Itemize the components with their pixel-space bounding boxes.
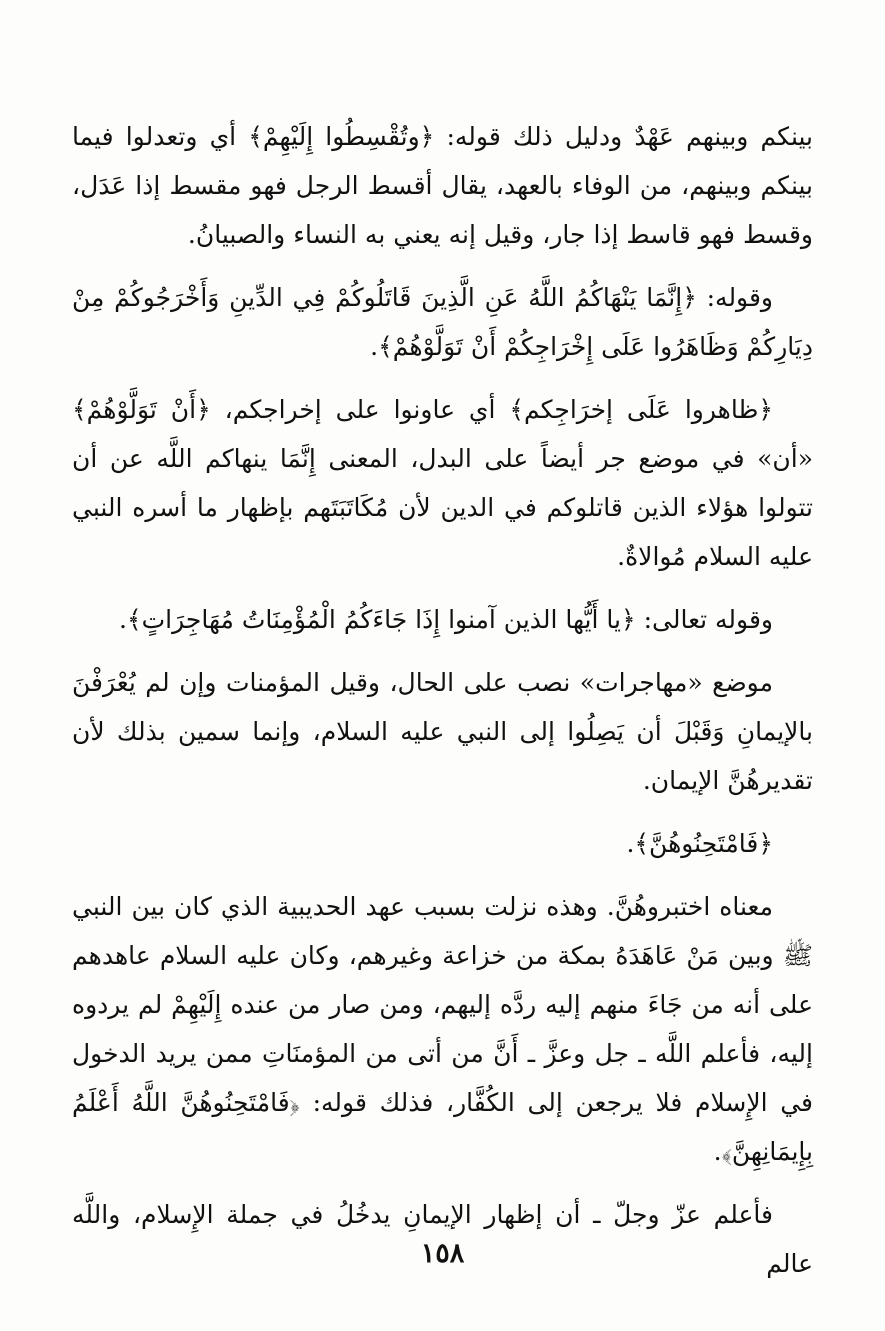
- paragraph-1: بينكم وبينهم عَهْدٌ ودليل ذلك قوله: ﴿وتُقْسِطُوا إِلَيْهِمْ﴾ أي وتعدلوا فيما بينكم وبينهم، من الوفاء بالعهد، يقال أقسط الرجل فهو مقسط إذا عَدَل، وقسط فهو قاسط إذا جار، وقيل إنه يعني به النساء والصبيانُ.: [72, 122, 813, 249]
- paragraph-8: فأعلم عزّ وجلّ ـ أن إظهار الإيمانِ يدخُلُ في جملة الإِسلام، واللَّه عالم: [72, 1200, 813, 1278]
- paragraph-7: معناه اختبروهُنَّ. وهذه نزلت بسبب عهد الحديبية الذي كان بين النبي ﷺ وبين مَنْ عَاهَدَهُ بمكة من خزاعة وغيرهم، وكان عليه السلام عاهدهم على أنه من جَاءَ منهم إليه ردَّه إليهم، ومن صار من عنده إِلَيْهِمْ لم يردوه إليه، فأعلم اللَّه ـ جل وعزَّ ـ أَنَّ من أتى من المؤمنَاتِ ممن يريد الدخول في الإِسلام فلا يرجعن إلى الكُفَّار، فذلك قوله: ﴿فَامْتَحِنُوهُنَّ اللَّهُ أَعْلَمُ بِإِيمَانِهِنَّ﴾.: [72, 892, 813, 1166]
- paragraph-2: وقوله: ﴿إِنَّمَا يَنْهَاكُمُ اللَّهُ عَنِ الَّذِينَ قَاتَلُوكُمْ فِي الدِّينِ وَأَخْرَجُوكُمْ مِنْ دِيَارِكُمْ وَظَاهَرُوا عَلَى إِخْرَاجِكُمْ أَنْ تَوَلَّوْهُمْ﴾.: [72, 283, 813, 361]
- paragraph-4: وقوله تعالى: ﴿يا أَيُّها الذين آمنوا إِذَا جَاءَكُمُ الْمُؤْمِنَاتُ مُهَاجِرَاتٍ﴾.: [119, 605, 773, 634]
- page-number: ١٥٨: [420, 1238, 465, 1269]
- paragraph-3: ﴿ظاهروا عَلَى إخرَاجِكم﴾ أي عاونوا على إخراجكم، ﴿أَنْ تَوَلَّوْهُمْ﴾ «أن» في موضع جر أيضاً على البدل، المعنى إِنَّمَا ينهاكم اللَّه عن أن تتولوا هؤلاء الذين قاتلوكم في الدين لأن مُكَاتَبَتَهم بإظهار ما أسره النبي عليه السلام مُوالاةٌ.: [72, 395, 813, 571]
- paragraph-6: ﴿فَامْتَحِنُوهُنَّ﴾.: [626, 829, 773, 858]
- page-body: [72, 112, 813, 1302]
- paragraph-5: موضع «مهاجرات» نصب على الحال، وقيل المؤمنات وإن لم يُعْرَفْنَ بالإيمانِ وَقَبْلَ أن يَصِلُوا إلى النبي عليه السلام، وإنما سمين بذلك لأن تقديرهُنَّ الإيمان.: [72, 668, 813, 795]
